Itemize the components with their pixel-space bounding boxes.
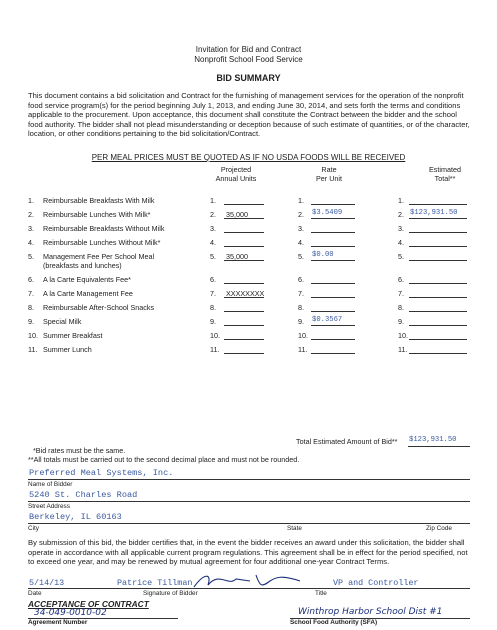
certification-paragraph: By submission of this bid, the bidder certifies that, in the event the bidder receives an award under this solicitation, the bidder shall operate in accordance with all applicable current program regulations. This agreement shall be in effect for the period specified, not to exceed one year, and may be renewed by mutual agreement for four additional one-year Contract Terms.: [28, 538, 468, 567]
city-label: City: [28, 525, 40, 532]
price-notice: PER MEAL PRICES MUST BE QUOTED AS IF NO USDA FOODS WILL BE RECEIVED: [91, 153, 406, 162]
bidder-city: Berkeley, IL 60163: [29, 512, 122, 522]
row-label: A la Carte Equivalents Fee*: [43, 275, 131, 284]
units-number: 11.: [210, 345, 220, 354]
units-number: 10.: [210, 331, 220, 340]
row-number: 8.: [28, 303, 34, 312]
row-label: Reimbursable Breakfasts Without Milk: [43, 224, 165, 233]
total-number: 9.: [398, 317, 404, 326]
row-number: 7.: [28, 289, 34, 298]
signature-label: Signature of Bidder: [143, 590, 198, 597]
row-label: Management Fee Per School Meal: [43, 252, 155, 261]
total-number: 10.: [398, 331, 408, 340]
col-rate-1: Rate: [321, 165, 337, 174]
units-number: 1.: [210, 196, 216, 205]
row-number: 1.: [28, 196, 34, 205]
units-value: 35,000: [226, 252, 248, 261]
sfa-label: School Food Authority (SFA): [290, 619, 378, 626]
total-number: 7.: [398, 289, 404, 298]
units-value: 35,000: [226, 210, 248, 219]
rate-number: 9.: [298, 317, 304, 326]
total-number: 1.: [398, 196, 404, 205]
rate-number: 10.: [298, 331, 308, 340]
rate-number: 7.: [298, 289, 304, 298]
total-number: 8.: [398, 303, 404, 312]
total-number: 3.: [398, 224, 404, 233]
row-label: Summer Lunch: [43, 345, 92, 354]
row-number: 3.: [28, 224, 34, 233]
units-number: 8.: [210, 303, 216, 312]
signature-date: 5/14/13: [29, 578, 65, 588]
row-label: Summer Breakfast: [43, 331, 103, 340]
units-number: 7.: [210, 289, 216, 298]
header-line-2: Nonprofit School Food Service: [194, 55, 303, 64]
total-number: 4.: [398, 238, 404, 247]
street-label: Street Address: [28, 503, 70, 510]
header-line-1: Invitation for Bid and Contract: [195, 45, 302, 54]
total-value: $123,931.50: [410, 209, 458, 217]
row-number: 10.: [28, 331, 38, 340]
col-estimated-2: Total**: [434, 174, 456, 183]
row-label: A la Carte Management Fee: [43, 289, 133, 298]
agreement-number: 34-049-0010-02: [34, 608, 107, 618]
date-label: Date: [28, 590, 42, 597]
row-label: Reimbursable Breakfasts With Milk: [43, 196, 155, 205]
units-number: 4.: [210, 238, 216, 247]
row-number: 2.: [28, 210, 34, 219]
bidder-street: 5240 St. Charles Road: [29, 490, 138, 500]
zip-label: Zip Code: [426, 525, 452, 532]
page-title: BID SUMMARY: [216, 73, 281, 83]
units-number: 2.: [210, 210, 216, 219]
signer-title: VP and Controller: [333, 578, 419, 588]
rate-number: 4.: [298, 238, 304, 247]
row-label: Reimbursable After-School Snacks: [43, 303, 155, 312]
row-label: Reimbursable Lunches With Milk*: [43, 210, 151, 219]
rate-number: 6.: [298, 275, 304, 284]
row-number: 5.: [28, 252, 34, 261]
intro-paragraph: This document contains a bid solicitation and Contract for the furnishing of management services for the operation of the nonprofit food service program(s) for the period beginning July 1, 2013, and ending June 30, 2014, and sets forth the terms and conditions applicable to the procurement. Upon acceptance, this document shall constitute the Contract between the bidder and the school food authority. The bidder shall not plead misunderstanding or deception because of such estimate of quantities, or of the character, location, or other conditions pertaining to the bid solicitation/Contract.: [28, 91, 470, 139]
row-label: Reimbursable Lunches Without Milk*: [43, 238, 161, 247]
total-number: 5.: [398, 252, 404, 261]
total-number: 11.: [398, 345, 408, 354]
total-label: Total Estimated Amount of Bid**: [296, 437, 398, 446]
row-number: 9.: [28, 317, 34, 326]
total-number: 2.: [398, 210, 404, 219]
row-number: 11.: [28, 345, 38, 354]
rate-value: $3.5409: [312, 209, 343, 217]
col-projected-2: Annual Units: [215, 174, 257, 183]
total-value: $123,931.50: [409, 436, 457, 444]
rate-value: $0.00: [312, 251, 334, 259]
units-number: 6.: [210, 275, 216, 284]
units-number: 5.: [210, 252, 216, 261]
rate-number: 8.: [298, 303, 304, 312]
row-number: 6.: [28, 275, 34, 284]
signer-name: Patrice Tillman: [117, 578, 193, 588]
note-2: **All totals must be carried out to the second decimal place and must not be rounded.: [28, 455, 300, 464]
units-number: 3.: [210, 224, 216, 233]
col-estimated-1: Estimated: [429, 165, 461, 174]
sfa-name: Winthrop Harbor School Dist #1: [298, 607, 443, 617]
agreement-number-label: Agreement Number: [28, 619, 88, 626]
units-value: XXXXXXXX: [226, 289, 265, 298]
units-number: 9.: [210, 317, 216, 326]
col-rate-2: Per Unit: [316, 174, 342, 183]
rate-number: 11.: [298, 345, 308, 354]
bidder-name: Preferred Meal Systems, Inc.: [29, 468, 174, 478]
row-label: Special Milk: [43, 317, 82, 326]
rate-number: 5.: [298, 252, 304, 261]
row-number: 4.: [28, 238, 34, 247]
col-projected-1: Projected: [220, 165, 252, 174]
bidder-name-label: Name of Bidder: [28, 481, 73, 488]
note-1: *Bid rates must be the same.: [33, 446, 126, 455]
rate-number: 1.: [298, 196, 304, 205]
rate-value: $0.3567: [312, 316, 343, 324]
total-number: 6.: [398, 275, 404, 284]
acceptance-heading: ACCEPTANCE OF CONTRACT: [28, 599, 149, 609]
title-label: Title: [315, 590, 327, 597]
rate-number: 2.: [298, 210, 304, 219]
state-label: State: [287, 525, 302, 532]
row-label-line-2: (breakfasts and lunches): [43, 261, 122, 270]
rate-number: 3.: [298, 224, 304, 233]
